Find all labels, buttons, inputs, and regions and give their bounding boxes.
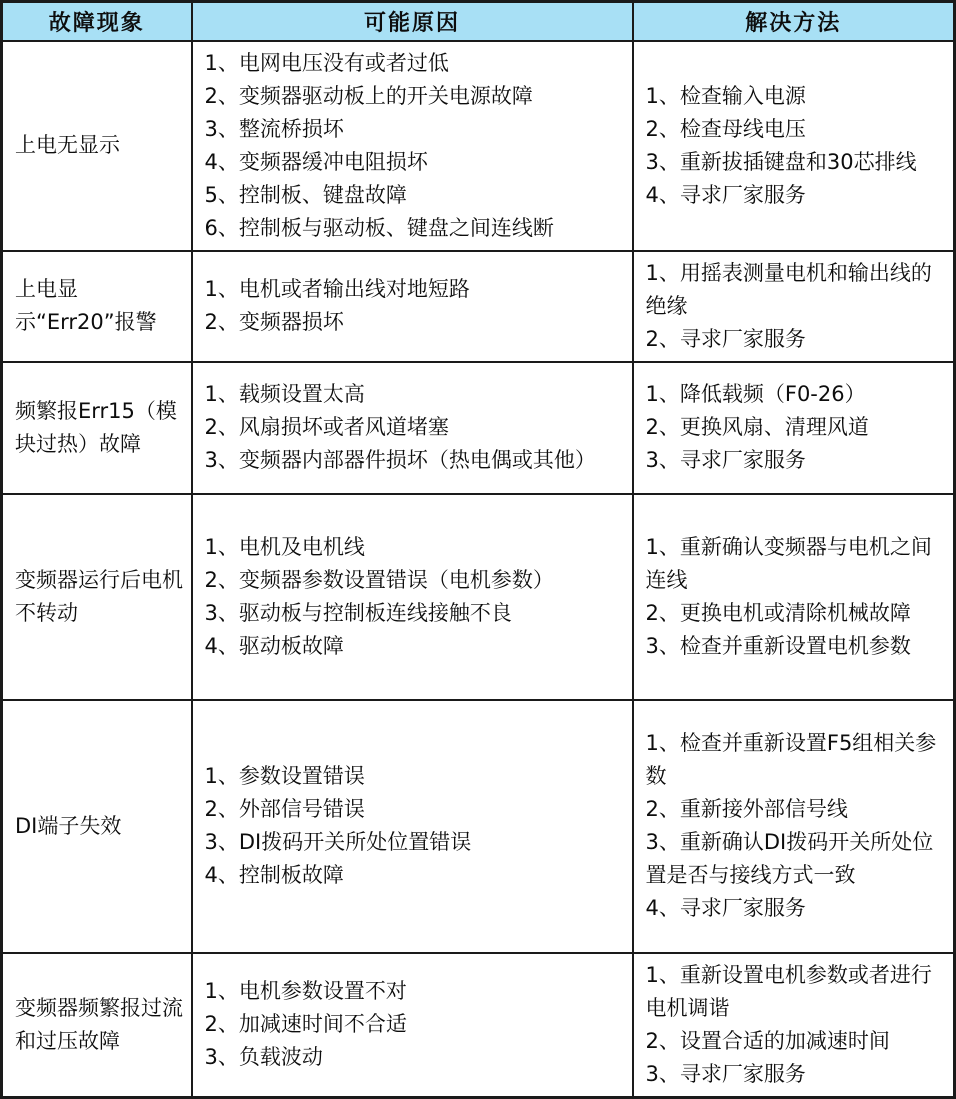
solution-item: 2、更换电机或清除机械故障 bbox=[645, 600, 911, 625]
fault-phenomenon-cell: 上电显示“Err20”报警 bbox=[2, 251, 192, 362]
cause-item: 3、驱动板与控制板连线接触不良 bbox=[204, 600, 512, 625]
cause-item: 1、参数设置错误 bbox=[204, 764, 365, 788]
solution-item: 3、寻求厂家服务 bbox=[645, 1061, 806, 1086]
solutions-cell bbox=[633, 953, 955, 1098]
solution-item: 1、重新设置电机参数或者进行电机调谐 bbox=[645, 962, 932, 1020]
solutions-cell bbox=[633, 700, 955, 953]
solution-item: 4、寻求厂家服务 bbox=[645, 896, 806, 920]
solution-item: 1、用摇表测量电机和输出线的绝缘 bbox=[645, 260, 932, 318]
possible-causes-cell bbox=[192, 700, 633, 953]
header-row bbox=[2, 2, 955, 41]
solutions-cell bbox=[633, 362, 955, 494]
solution-item: 2、设置合适的加减速时间 bbox=[645, 1028, 890, 1053]
solution-item: 3、重新拔插键盘和30芯排线 bbox=[645, 149, 917, 174]
solution-item: 2、重新接外部信号线 bbox=[645, 797, 848, 821]
cause-item: 1、电机及电机线 bbox=[204, 534, 365, 559]
col-header-fault-phenomenon: 故障现象 bbox=[2, 2, 192, 41]
solution-item: 1、降低载频（F0-26） bbox=[645, 382, 866, 406]
solutions-cell bbox=[633, 494, 955, 700]
cause-item: 1、电机或者输出线对地短路 bbox=[204, 277, 470, 301]
solution-item: 1、检查输入电源 bbox=[645, 83, 806, 108]
fault-phenomenon-cell: DI端子失效 bbox=[2, 700, 192, 953]
cause-item: 2、变频器损坏 bbox=[204, 310, 344, 334]
table-row bbox=[2, 41, 955, 251]
fault-phenomenon-cell: 上电无显示 bbox=[2, 41, 192, 251]
cause-item: 4、控制板故障 bbox=[204, 863, 344, 887]
cause-item: 3、负载波动 bbox=[204, 1045, 323, 1069]
possible-causes-cell bbox=[192, 251, 633, 362]
solution-item: 4、寻求厂家服务 bbox=[645, 182, 806, 207]
col-header-possible-causes: 可能原因 bbox=[192, 2, 633, 41]
possible-causes-cell bbox=[192, 41, 633, 251]
table-row bbox=[2, 953, 955, 1098]
cause-item: 4、驱动板故障 bbox=[204, 633, 344, 658]
solutions-cell bbox=[633, 41, 955, 251]
fault-phenomenon-cell: 变频器运行后电机不转动 bbox=[2, 494, 192, 700]
cause-item: 1、电机参数设置不对 bbox=[204, 979, 407, 1003]
possible-causes-cell bbox=[192, 953, 633, 1098]
fault-phenomenon-cell: 变频器频繁报过流和过压故障 bbox=[2, 953, 192, 1098]
table-row bbox=[2, 362, 955, 494]
cause-item: 2、加减速时间不合适 bbox=[204, 1012, 407, 1036]
cause-item: 5、控制板、键盘故障 bbox=[204, 182, 407, 207]
cause-item: 1、电网电压没有或者过低 bbox=[204, 50, 449, 75]
solution-item: 3、寻求厂家服务 bbox=[645, 448, 806, 472]
cause-item: 3、DI拨码开关所处位置错误 bbox=[204, 830, 472, 854]
table-row bbox=[2, 494, 955, 700]
possible-causes-cell bbox=[192, 362, 633, 494]
solution-item: 2、检查母线电压 bbox=[645, 116, 806, 141]
solution-item: 2、更换风扇、清理风道 bbox=[645, 415, 869, 439]
table-row bbox=[2, 251, 955, 362]
cause-item: 2、变频器驱动板上的开关电源故障 bbox=[204, 83, 533, 108]
solution-item: 1、重新确认变频器与电机之间连线 bbox=[645, 534, 932, 592]
cause-item: 6、控制板与驱动板、键盘之间连线断 bbox=[204, 215, 554, 240]
possible-causes-cell bbox=[192, 494, 633, 700]
solution-item: 1、检查并重新设置F5组相关参数 bbox=[645, 731, 937, 788]
cause-item: 2、外部信号错误 bbox=[204, 797, 365, 821]
solution-item: 3、检查并重新设置电机参数 bbox=[645, 633, 911, 658]
fault-phenomenon-cell: 频繁报Err15（模块过热）故障 bbox=[2, 362, 192, 494]
cause-item: 1、载频设置太高 bbox=[204, 382, 365, 406]
solution-item: 3、重新确认DI拨码开关所处位置是否与接线方式一致 bbox=[645, 830, 934, 887]
cause-item: 2、风扇损坏或者风道堵塞 bbox=[204, 415, 449, 439]
cause-item: 2、变频器参数设置错误（电机参数） bbox=[204, 567, 554, 592]
solution-item: 2、寻求厂家服务 bbox=[645, 326, 806, 351]
col-header-solutions: 解决方法 bbox=[633, 2, 955, 41]
cause-item: 3、变频器内部器件损坏（热电偶或其他） bbox=[204, 448, 596, 472]
table-body bbox=[2, 41, 955, 1098]
cause-item: 3、整流桥损坏 bbox=[204, 116, 344, 141]
table-row bbox=[2, 700, 955, 953]
solutions-cell bbox=[633, 251, 955, 362]
cause-item: 4、变频器缓冲电阻损坏 bbox=[204, 149, 428, 174]
